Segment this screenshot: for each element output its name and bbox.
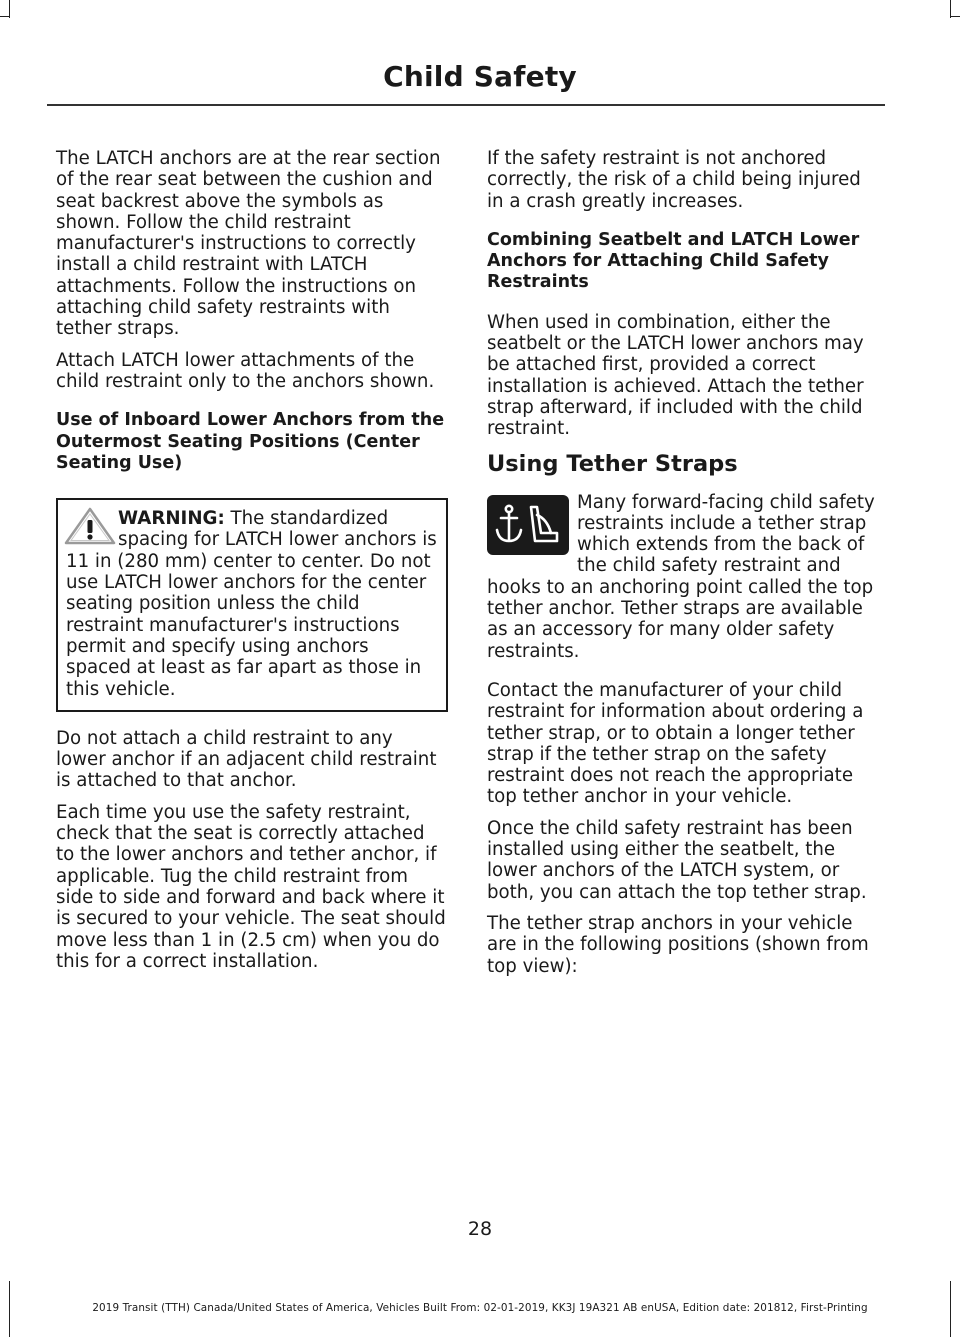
right-column [487, 148, 881, 987]
footer-edition-info: 2019 Transit (TTH) Canada/United States of America, Vehicles Built From: 02-01-2019, KK3J 19A321 AB enUSA, Edition date: 201812, First-Printing [92, 1302, 868, 1314]
paragraph: Many forward-facing child safety restraints include a tether strap which extends from the back of the child safety restraint and hooks to an anchoring point called the top tether anchor. Tether straps are available as an accessory for many older safety restraints. [487, 491, 875, 662]
page-title: Child Safety [383, 60, 577, 93]
page-number: 28 [467, 1218, 493, 1240]
crop-mark [0, 16, 10, 17]
paragraph: When used in combination, either the seatbelt or the LATCH lower anchors may be attached first, provided a correct installation is achieved. Attach the tether strap afterward, if included with the child restraint. [487, 311, 864, 440]
tether-paragraph-block [487, 492, 881, 662]
paragraph: Once the child safety restraint has been installed using either the seatbelt, the lower anchors of the LATCH system, or both, you can attach the top tether strap. [487, 817, 867, 903]
paragraph: Attach LATCH lower attachments of the child restraint only to the anchors shown. [56, 349, 435, 392]
paragraph: The LATCH anchors are at the rear section of the rear seat between the cushion and seat backrest above the symbols as shown. Follow the child restraint manufacturer's instructions to correctly install a child restraint with LATCH attachments. Follow the instructions on attaching child safety restraints with tether straps. [56, 148, 441, 340]
paragraph: If the safety restraint is not anchored correctly, the risk of a child being injured in a crash greatly increases. [487, 148, 861, 212]
paragraph: Do not attach a child restraint to any lower anchor if an adjacent child restraint is attached to that anchor. [56, 727, 437, 792]
child-seat-anchor-icon [491, 499, 565, 551]
paragraph: The tether strap anchors in your vehicle are in the following positions (shown from top view): [487, 912, 869, 977]
warning-text: The standardized spacing for LATCH lower anchors is 11 in (280 mm) center to center. Do not use LATCH lower anchors for the center seating position unless the child restraint manufacturer's instructions permit and specify using anchors spaced at least as far apart as those in this vehicle. [66, 508, 437, 700]
section-heading: Combining Seatbelt and LATCH Lower Anchors for Attaching Child Safety Restraints [487, 229, 860, 293]
warning-triangle-icon [62, 506, 118, 546]
crop-mark [950, 16, 960, 17]
section-heading: Use of Inboard Lower Anchors from the Outermost Seating Positions (Center Seating Use) [56, 410, 445, 473]
paragraph: Each time you use the safety restraint, check that the seat is correctly attached to the lower anchors and tether anchor, if applicable. Tug the child restraint from side to side and forward and back where it is secured to your vehicle. The seat should move less than 1 in (2.5 cm) when you do this for a correct installation. [56, 801, 446, 972]
header-divider [47, 104, 885, 106]
left-column [56, 148, 448, 982]
warning-box [56, 498, 448, 712]
paragraph: Contact the manufacturer of your child restraint for information about ordering a tether strap, or to obtain a longer tether strap if the tether strap on the safety restraint does not reach the appropriate top tether anchor in your vehicle. [487, 679, 864, 808]
section-heading: Using Tether Straps [487, 450, 738, 477]
warning-label: WARNING: [118, 508, 225, 530]
tether-anchor-icon [487, 495, 569, 555]
